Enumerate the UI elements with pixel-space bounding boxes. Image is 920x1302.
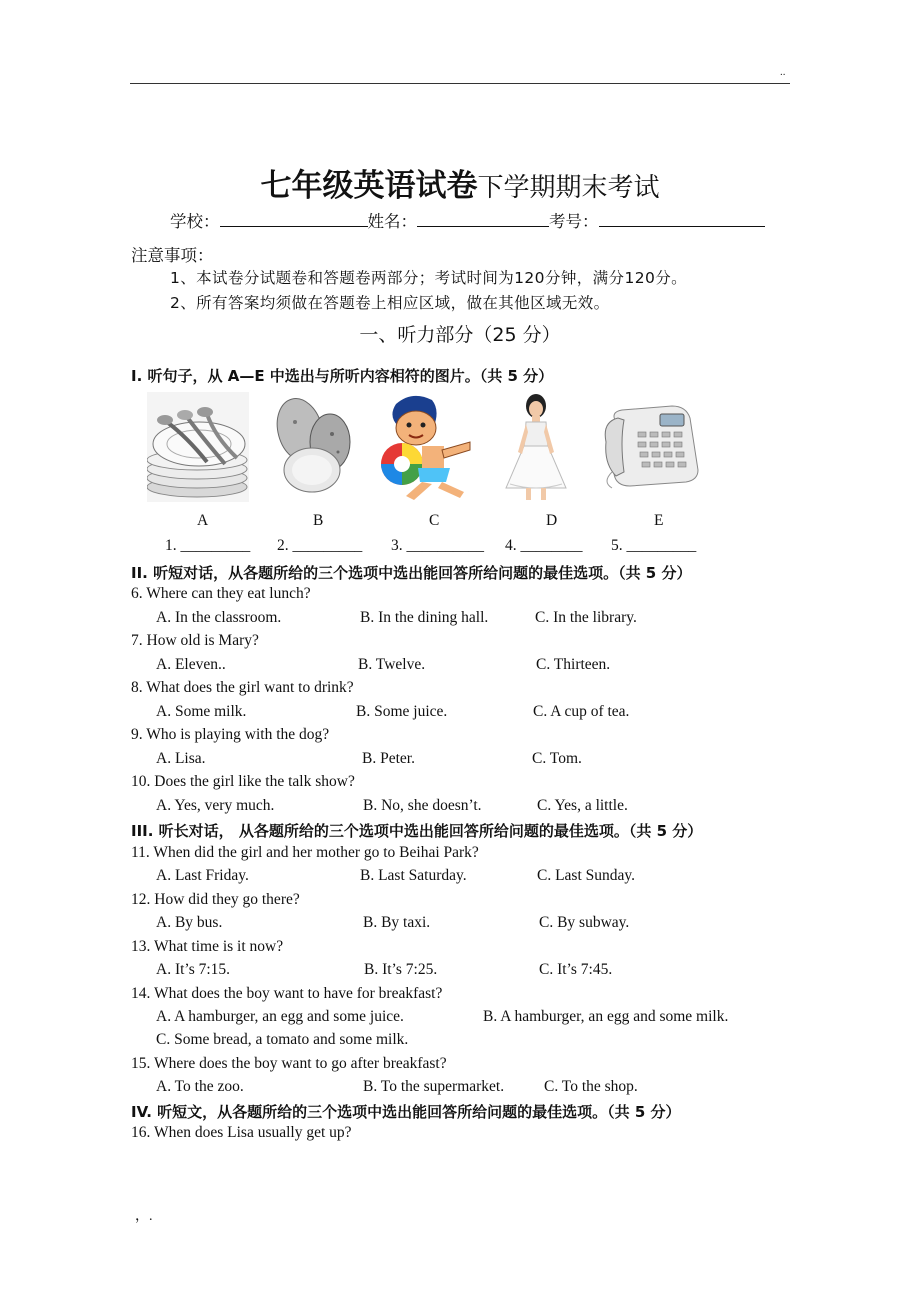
girl-in-dress-image bbox=[500, 392, 572, 502]
q11-option-b: B. Last Saturday. bbox=[360, 867, 467, 884]
q15-option-a: A. To the zoo. bbox=[156, 1078, 244, 1095]
school-blank[interactable] bbox=[220, 210, 368, 227]
school-label: 学校： bbox=[170, 212, 220, 231]
exam-no-blank[interactable] bbox=[599, 210, 765, 227]
question-12: 12. How did they go there? bbox=[131, 891, 300, 908]
picture-letter-a: A bbox=[197, 512, 209, 529]
picture-letter-c: C bbox=[429, 512, 440, 529]
name-blank[interactable] bbox=[417, 210, 549, 227]
answer-blank-3[interactable]: 3. __________ bbox=[391, 537, 484, 554]
question-10: 10. Does the girl like the talk show? bbox=[131, 773, 355, 790]
question-8: 8. What does the girl want to drink? bbox=[131, 679, 354, 696]
q14-option-b: B. A hamburger, an egg and some milk. bbox=[483, 1008, 729, 1025]
q10-option-b: B. No, she doesn’t. bbox=[363, 797, 482, 814]
header-corner-mark: .. bbox=[780, 66, 786, 78]
section1-heading: I. 听句子，从 A—E 中选出与所听内容相符的图片。（共 5 分） bbox=[131, 367, 554, 385]
q6-option-c: C. In the library. bbox=[535, 609, 637, 626]
q8-option-a: A. Some milk. bbox=[156, 703, 247, 720]
section2-heading: II. 听短对话，从各题所给的三个选项中选出能回答所给问题的最佳选项。（共 5 分） bbox=[131, 564, 692, 582]
q7-option-c: C. Thirteen. bbox=[536, 656, 611, 673]
student-info-line bbox=[170, 208, 765, 232]
question-11: 11. When did the girl and her mother go to Beihai Park? bbox=[131, 844, 479, 861]
answer-blank-5[interactable]: 5. _________ bbox=[611, 537, 697, 554]
q6-option-a: A. In the classroom. bbox=[156, 609, 282, 626]
page-title bbox=[0, 160, 920, 205]
potatoes-image bbox=[270, 392, 356, 502]
q14-option-c: C. Some bread, a tomato and some milk. bbox=[156, 1031, 409, 1048]
exam-no-label: 考号： bbox=[549, 212, 599, 231]
q14-option-a: A. A hamburger, an egg and some juice. bbox=[156, 1008, 404, 1025]
q12-option-c: C. By subway. bbox=[539, 914, 630, 931]
section4-heading: IV. 听短文，从各题所给的三个选项中选出能回答所给问题的最佳选项。（共 5 分） bbox=[131, 1103, 681, 1121]
question-14: 14. What does the boy want to have for breakfast? bbox=[131, 985, 443, 1002]
q15-option-b: B. To the supermarket. bbox=[363, 1078, 505, 1095]
question-9: 9. Who is playing with the dog? bbox=[131, 726, 330, 743]
q7-option-b: B. Twelve. bbox=[358, 656, 426, 673]
question-7: 7. How old is Mary? bbox=[131, 632, 259, 649]
q8-option-b: B. Some juice. bbox=[356, 703, 448, 720]
q11-option-c: C. Last Sunday. bbox=[537, 867, 636, 884]
boy-with-swim-ring-image bbox=[374, 392, 474, 502]
note-item-2: 2、所有答案均须做在答题卷上相应区域，做在其他区域无效。 bbox=[170, 294, 610, 312]
name-label: 姓名： bbox=[367, 212, 417, 231]
picture-letter-d: D bbox=[546, 512, 558, 529]
q9-option-b: B. Peter. bbox=[362, 750, 415, 767]
answer-blank-1[interactable]: 1. _________ bbox=[165, 537, 251, 554]
q10-option-a: A. Yes, very much. bbox=[156, 797, 275, 814]
header-rule bbox=[130, 83, 790, 84]
q11-option-a: A. Last Friday. bbox=[156, 867, 249, 884]
q13-option-c: C. It’s 7:45. bbox=[539, 961, 613, 978]
part1-title: 一、听力部分（25 分） bbox=[359, 324, 561, 346]
title-sub: 下学期期末考试 bbox=[477, 173, 660, 203]
question-15: 15. Where does the boy want to go after breakfast? bbox=[131, 1055, 447, 1072]
q13-option-b: B. It’s 7:25. bbox=[364, 961, 438, 978]
notes-heading: 注意事项： bbox=[131, 246, 214, 265]
note-item-1: 1、本试卷分试题卷和答题卷两部分；考试时间为120分钟，满分120分。 bbox=[170, 269, 688, 287]
plates-with-spoons-image bbox=[147, 392, 249, 502]
section3-heading: III. 听长对话， 从各题所给的三个选项中选出能回答所给问题的最佳选项。（共 5 分） bbox=[131, 822, 703, 840]
q8-option-c: C. A cup of tea. bbox=[533, 703, 630, 720]
title-main: 七年级英语试卷 bbox=[260, 168, 478, 204]
q10-option-c: C. Yes, a little. bbox=[537, 797, 628, 814]
telephone-image bbox=[602, 392, 702, 502]
picture-letter-e: E bbox=[654, 512, 664, 529]
q6-option-b: B. In the dining hall. bbox=[360, 609, 489, 626]
answer-blank-4[interactable]: 4. ________ bbox=[505, 537, 583, 554]
footer-mark: ，. bbox=[135, 1209, 153, 1224]
q9-option-a: A. Lisa. bbox=[156, 750, 206, 767]
q12-option-b: B. By taxi. bbox=[363, 914, 431, 931]
answer-blank-2[interactable]: 2. _________ bbox=[277, 537, 363, 554]
q7-option-a: A. Eleven.. bbox=[156, 656, 226, 673]
q15-option-c: C. To the shop. bbox=[544, 1078, 638, 1095]
q12-option-a: A. By bus. bbox=[156, 914, 223, 931]
q9-option-c: C. Tom. bbox=[532, 750, 582, 767]
question-16: 16. When does Lisa usually get up? bbox=[131, 1124, 352, 1141]
question-13: 13. What time is it now? bbox=[131, 938, 284, 955]
picture-letter-b: B bbox=[313, 512, 324, 529]
q13-option-a: A. It’s 7:15. bbox=[156, 961, 231, 978]
question-6: 6. Where can they eat lunch? bbox=[131, 585, 311, 602]
